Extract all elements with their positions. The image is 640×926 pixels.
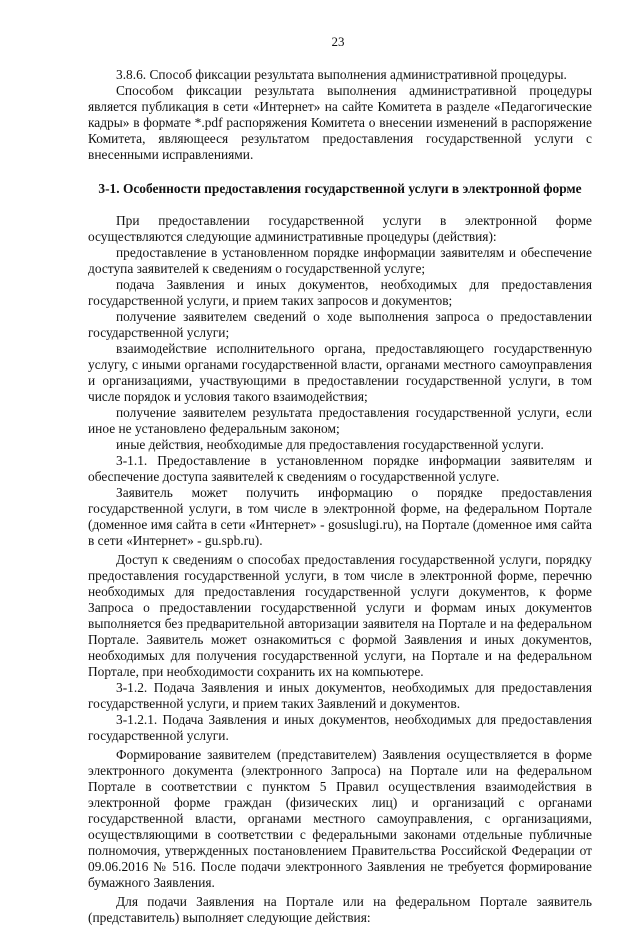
- procedure-item-2: подача Заявления и иных документов, необходимых для предоставления государственной услуги, и прием таких запросов и документов;: [88, 277, 592, 308]
- procedure-item-1: предоставление в установленном порядке информации заявителям и обеспечение доступа заявителей к сведениям о государственной услуге;: [88, 245, 592, 276]
- clause-3-8-6-text: Способом фиксации результата выполнения административной процедуры является публикация в сети «Интернет» на сайте Комитета в разделе «Педагогические кадры» в формате *.pdf распоряжения Комитета о внесении изменений в распоряжение Комитета, являющееся результатом предоставления государственной услуги с внесенными исправлениями.: [88, 83, 592, 162]
- clause-3-1-2-1: 3-1.2.1. Подача Заявления и иных документов, необходимых для предоставления государственной услуги.: [88, 712, 592, 743]
- access-paragraph: Доступ к сведениям о способах предоставления государственной услуги, порядку предоставления государственной услуги, в том числе в электронной форме, перечню необходимых для предоставления государственной услуги документов, к форме Запроса о предоставлении государственной услуги и формам иных документов выполняется без предварительной авторизации заявителя на Портале и на федеральном Портале. Заявитель может ознакомиться с формой Заявления и иных документов, необходимых для получения государственной услуги, на Портале и на федеральном Портале, при необходимости сохранить их на компьютере.: [88, 552, 592, 679]
- clause-3-1-2: 3-1.2. Подача Заявления и иных документов, необходимых для предоставления государственной услуги, и прием таких Заявлений и документов.: [88, 680, 592, 711]
- procedure-item-4: взаимодействие исполнительного органа, предоставляющего государственную услугу, с иными органами государственной власти, органами местного самоуправления и организациями, участвующими в предоставлении государственной услуги, в том числе порядок и условия такого взаимодействия;: [88, 341, 592, 404]
- clause-3-8-6-heading: 3.8.6. Способ фиксации результата выполнения административной процедуры.: [116, 67, 567, 82]
- final-paragraph: Для подачи Заявления на Портале или на федеральном Портале заявитель (представитель) выполняет следующие действия:: [88, 894, 592, 925]
- procedure-item-6: иные действия, необходимые для предоставления государственной услуги.: [116, 437, 544, 452]
- page-number: 23: [331, 34, 345, 49]
- intro-paragraph: При предоставлении государственной услуги в электронной форме осуществляются следующие административные процедуры (действия):: [88, 213, 592, 244]
- section-title: 3-1. Особенности предоставления государственной услуги в электронной форме: [98, 181, 582, 196]
- document-page: [88, 34, 592, 926]
- procedure-item-3: получение заявителем сведений о ходе выполнения запроса о предоставлении государственной услуги;: [88, 309, 592, 340]
- clause-3-1-1-text: Заявитель может получить информацию о порядке предоставления государственной услуги, в том числе в электронной форме, на федеральном Портале (доменное имя сайта в сети «Интернет» - gosuslugi.ru), на Портале (доменное имя сайта в сети «Интернет» - gu.spb.ru).: [88, 485, 592, 548]
- forming-paragraph: Формирование заявителем (представителем) Заявления осуществляется в форме электронного документа (электронного Запроса) на Портале или на федеральном Портале в соответствии с пунктом 5 Правил осуществления взаимодействия в электронной форме граждан (физических лиц) и организаций с органами государственной власти, органами местного самоуправления, с организациями, осуществляющими в соответствии с федеральными законами отдельные публичные полномочия, утвержденных постановлением Правительства Российской Федерации от 09.06.2016 № 516. После подачи электронного Заявления не требуется формирование бумажного Заявления.: [88, 747, 592, 890]
- procedure-item-5: получение заявителем результата предоставления государственной услуги, если иное не установлено федеральным законом;: [88, 405, 592, 436]
- clause-3-1-1: 3-1.1. Предоставление в установленном порядке информации заявителям и обеспечение доступа заявителей к сведениям о государственной услуге.: [88, 453, 592, 484]
